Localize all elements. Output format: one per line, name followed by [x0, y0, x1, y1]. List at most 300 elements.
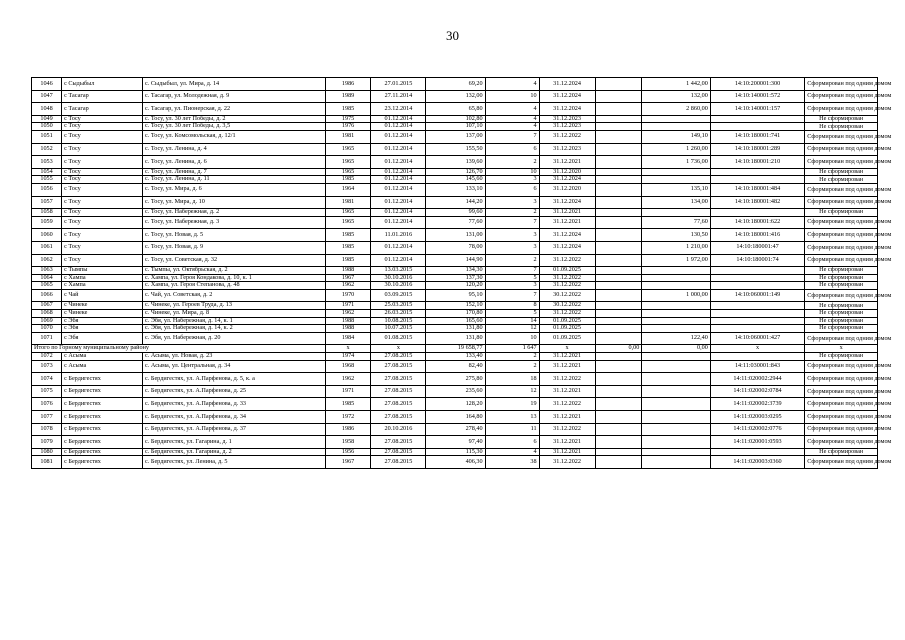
build-year-cell: 1985: [325, 176, 371, 184]
entry-date-cell: 01.12.2014: [371, 143, 426, 156]
settlement-cell: с Тосу: [62, 115, 143, 123]
residents-cell: 5: [485, 274, 539, 282]
residents-cell: 2: [485, 360, 539, 373]
entry-date-cell: 01.12.2014: [371, 156, 426, 169]
deadline-cell: 31.12.2024: [539, 103, 595, 116]
cadastral-number-cell: 14:10:180001:484: [710, 183, 804, 196]
total-land-area: 0,00: [642, 345, 711, 353]
total-status: x: [805, 345, 878, 353]
settlement-cell: с Тосу: [62, 130, 143, 143]
settlement-cell: с Асыма: [62, 360, 143, 373]
deadline-cell: 31.12.2020: [539, 183, 595, 196]
col-9-cell: [595, 423, 642, 436]
cadastral-number-cell: 14:10:060001:149: [710, 289, 804, 302]
table-row: [32, 448, 878, 456]
build-year-cell: 1984: [325, 332, 371, 345]
address-cell: с. Эбя, ул. Набережная, д. 14, к. 1: [143, 317, 326, 325]
land-status-cell: Не сформирован: [805, 325, 878, 333]
settlement-cell: с Тосу: [62, 183, 143, 196]
col-9-cell: [595, 143, 642, 156]
table-row: [32, 130, 878, 143]
cadastral-number-cell: [710, 302, 804, 310]
land-status-cell: Не сформирован: [805, 274, 878, 282]
land-status-cell: Сформирован под одним домом: [805, 241, 878, 254]
address-cell: с. Чай, ул. Советская, д. 2: [143, 289, 326, 302]
address-cell: с. Эбя, ул. Набережная, д. 14, к. 2: [143, 325, 326, 333]
build-year-cell: 1975: [325, 115, 371, 123]
land-status-cell: Сформирован под одним домом: [805, 436, 878, 449]
cadastral-number-cell: [710, 325, 804, 333]
land-status-cell: Не сформирован: [805, 267, 878, 275]
settlement-cell: с Бердигестях: [62, 385, 143, 398]
cadastral-number-cell: 14:10:180001:741: [710, 130, 804, 143]
address-cell: с. Тосу, ул. Ленина, д. 11: [143, 176, 326, 184]
deadline-cell: 31.12.2024: [539, 241, 595, 254]
cadastral-number-cell: 14:10:140001:157: [710, 103, 804, 116]
cadastral-number-cell: [710, 267, 804, 275]
deadline-cell: 31.12.2024: [539, 176, 595, 184]
table-row: [32, 254, 878, 267]
entry-date-cell: 30.10.2016: [371, 274, 426, 282]
build-year-cell: 1985: [325, 398, 371, 411]
build-year-cell: 1971: [325, 302, 371, 310]
settlement-cell: с Чай: [62, 289, 143, 302]
deadline-cell: 31.12.2021: [539, 209, 595, 217]
area-cell: 131,80: [426, 332, 485, 345]
land-area-cell: [642, 456, 711, 469]
area-cell: 132,00: [426, 90, 485, 103]
col-9-cell: [595, 156, 642, 169]
residents-cell: 3: [485, 241, 539, 254]
residents-cell: 7: [485, 216, 539, 229]
area-cell: 406,30: [426, 456, 485, 469]
land-status-cell: Сформирован под одним домом: [805, 398, 878, 411]
entry-date-cell: 27.08.2015: [371, 385, 426, 398]
land-area-cell: 1 210,00: [642, 241, 711, 254]
row-number-cell: 1076: [32, 398, 62, 411]
land-area-cell: 149,10: [642, 130, 711, 143]
row-number-cell: 1081: [32, 456, 62, 469]
area-cell: 235,60: [426, 385, 485, 398]
address-cell: с. Тосу, ул. Набережная, д. 3: [143, 216, 326, 229]
table-row: [32, 176, 878, 184]
row-number-cell: 1062: [32, 254, 62, 267]
entry-date-cell: 01.12.2014: [371, 183, 426, 196]
table-row: [32, 90, 878, 103]
address-cell: с. Тосу, ул. 30 лет Победы, д. 3,5: [143, 123, 326, 131]
address-cell: с. Эбя, ул. Набережная, д. 20: [143, 332, 326, 345]
address-cell: с. Чинеке, ул. Мира, д. 8: [143, 310, 326, 318]
area-cell: 128,20: [426, 398, 485, 411]
settlement-cell: с Тосу: [62, 123, 143, 131]
land-area-cell: [642, 168, 711, 176]
col-9-cell: [595, 216, 642, 229]
build-year-cell: 1967: [325, 274, 371, 282]
land-status-cell: Не сформирован: [805, 123, 878, 131]
table-row: [32, 143, 878, 156]
col-9-cell: [595, 168, 642, 176]
land-status-cell: Сформирован под одним домом: [805, 373, 878, 386]
residents-cell: 3: [485, 196, 539, 209]
address-cell: с. Тосу, ул. Комсомольская, д. 12/1: [143, 130, 326, 143]
settlement-cell: с Эбя: [62, 332, 143, 345]
land-status-cell: Сформирован под одним домом: [805, 130, 878, 143]
area-cell: 155,50: [426, 143, 485, 156]
residents-cell: 14: [485, 317, 539, 325]
area-cell: 97,40: [426, 436, 485, 449]
entry-date-cell: 01.12.2014: [371, 115, 426, 123]
area-cell: 134,30: [426, 267, 485, 275]
land-status-cell: Не сформирован: [805, 302, 878, 310]
area-cell: 144,20: [426, 196, 485, 209]
land-status-cell: Сформирован под одним домом: [805, 456, 878, 469]
row-number-cell: 1067: [32, 302, 62, 310]
residents-cell: 10: [485, 90, 539, 103]
table-row: [32, 436, 878, 449]
col-9-cell: [595, 274, 642, 282]
cadastral-number-cell: 14:11:020003:0295: [710, 411, 804, 424]
deadline-cell: 31.12.2021: [539, 436, 595, 449]
settlement-cell: с Бердигестях: [62, 456, 143, 469]
table-row: [32, 156, 878, 169]
land-status-cell: Сформирован под одним домом: [805, 156, 878, 169]
col-9-cell: [595, 436, 642, 449]
table-row: [32, 209, 878, 217]
settlement-cell: с Асыма: [62, 353, 143, 361]
residents-cell: 2: [485, 254, 539, 267]
area-cell: 102,80: [426, 115, 485, 123]
row-number-cell: 1073: [32, 360, 62, 373]
build-year-cell: 1974: [325, 353, 371, 361]
build-year-cell: 1962: [325, 282, 371, 290]
build-year-cell: 1965: [325, 156, 371, 169]
cadastral-number-cell: [710, 123, 804, 131]
address-cell: с. Тосу, ул. Ленина, д. 4: [143, 143, 326, 156]
land-status-cell: Сформирован под одним домом: [805, 183, 878, 196]
entry-date-cell: 01.12.2014: [371, 209, 426, 217]
address-cell: с. Тымпы, ул. Октябрьская, д. 2: [143, 267, 326, 275]
land-area-cell: 130,50: [642, 229, 711, 242]
deadline-cell: 31.12.2023: [539, 143, 595, 156]
land-status-cell: Сформирован под одним домом: [805, 411, 878, 424]
build-year-cell: 1970: [325, 289, 371, 302]
row-number-cell: 1079: [32, 436, 62, 449]
area-cell: 170,80: [426, 310, 485, 318]
build-year-cell: 1968: [325, 360, 371, 373]
deadline-cell: 31.12.2022: [539, 398, 595, 411]
land-area-cell: [642, 360, 711, 373]
total-year: x: [325, 345, 371, 353]
col-9-cell: [595, 385, 642, 398]
deadline-cell: 31.12.2021: [539, 360, 595, 373]
area-cell: 82,40: [426, 360, 485, 373]
table-row: [32, 456, 878, 469]
address-cell: с. Тосу, ул. Советская, д. 32: [143, 254, 326, 267]
residents-cell: 10: [485, 332, 539, 345]
land-status-cell: Не сформирован: [805, 310, 878, 318]
land-area-cell: [642, 274, 711, 282]
deadline-cell: 31.12.2022: [539, 274, 595, 282]
land-area-cell: 1 000,00: [642, 289, 711, 302]
build-year-cell: 1965: [325, 168, 371, 176]
col-9-cell: [595, 302, 642, 310]
row-number-cell: 1050: [32, 123, 62, 131]
build-year-cell: 1962: [325, 373, 371, 386]
deadline-cell: 31.12.2021: [539, 216, 595, 229]
entry-date-cell: 01.12.2014: [371, 123, 426, 131]
col-9-cell: [595, 241, 642, 254]
land-status-cell: Сформирован под одним домом: [805, 103, 878, 116]
entry-date-cell: 27.11.2014: [371, 90, 426, 103]
cadastral-number-cell: 14:10:200001:300: [710, 78, 804, 91]
entry-date-cell: 27.08.2015: [371, 398, 426, 411]
area-cell: 99,60: [426, 209, 485, 217]
cadastral-number-cell: 14:11:030001:843: [710, 360, 804, 373]
row-number-cell: 1057: [32, 196, 62, 209]
residents-cell: 38: [485, 456, 539, 469]
residents-cell: 6: [485, 436, 539, 449]
entry-date-cell: 01.12.2014: [371, 241, 426, 254]
settlement-cell: с Эбя: [62, 317, 143, 325]
entry-date-cell: 10.07.2015: [371, 325, 426, 333]
col-9-cell: [595, 289, 642, 302]
address-cell: с. Тосу, ул. Новая, д. 9: [143, 241, 326, 254]
cadastral-number-cell: [710, 317, 804, 325]
deadline-cell: 31.12.2024: [539, 229, 595, 242]
entry-date-cell: 27.08.2015: [371, 448, 426, 456]
cadastral-number-cell: 14:11:020002:2944: [710, 373, 804, 386]
land-area-cell: [642, 411, 711, 424]
area-cell: 78,00: [426, 241, 485, 254]
cadastral-number-cell: [710, 353, 804, 361]
row-number-cell: 1066: [32, 289, 62, 302]
row-number-cell: 1061: [32, 241, 62, 254]
build-year-cell: 1967: [325, 456, 371, 469]
deadline-cell: 31.12.2023: [539, 115, 595, 123]
build-year-cell: 1965: [325, 209, 371, 217]
row-number-cell: 1071: [32, 332, 62, 345]
land-area-cell: [642, 123, 711, 131]
table-row: [32, 78, 878, 91]
cadastral-number-cell: [710, 209, 804, 217]
address-cell: с. Тосу, ул. Набережная, д. 2: [143, 209, 326, 217]
deadline-cell: 01.09.2025: [539, 325, 595, 333]
col-9-cell: [595, 90, 642, 103]
deadline-cell: 31.12.2022: [539, 456, 595, 469]
table-row: [32, 282, 878, 290]
area-cell: 95,10: [426, 289, 485, 302]
build-year-cell: 1985: [325, 254, 371, 267]
build-year-cell: 1958: [325, 436, 371, 449]
land-status-cell: Сформирован под одним домом: [805, 360, 878, 373]
settlement-cell: с Тымпы: [62, 267, 143, 275]
settlement-cell: с Сыдыбыл: [62, 78, 143, 91]
entry-date-cell: 11.01.2016: [371, 229, 426, 242]
address-cell: с. Тосу, ул. Новая, д. 5: [143, 229, 326, 242]
address-cell: с. Бердигестях, ул. А.Парфенова, д. 25: [143, 385, 326, 398]
residents-cell: 4: [485, 123, 539, 131]
land-area-cell: 122,40: [642, 332, 711, 345]
land-area-cell: [642, 398, 711, 411]
land-area-cell: 1 442,00: [642, 78, 711, 91]
row-number-cell: 1072: [32, 353, 62, 361]
residents-cell: 6: [485, 183, 539, 196]
residents-cell: 4: [485, 103, 539, 116]
deadline-cell: 30.12.2022: [539, 289, 595, 302]
address-cell: с. Бердигестях, ул. А.Парфенова, д. 34: [143, 411, 326, 424]
address-cell: с. Хампа, ул. Героя Кондакова, д. 10, к. 1: [143, 274, 326, 282]
row-number-cell: 1047: [32, 90, 62, 103]
area-cell: 278,40: [426, 423, 485, 436]
land-area-cell: [642, 353, 711, 361]
cadastral-number-cell: 14:10:140001:572: [710, 90, 804, 103]
row-number-cell: 1048: [32, 103, 62, 116]
col-9-cell: [595, 317, 642, 325]
row-number-cell: 1054: [32, 168, 62, 176]
land-status-cell: Не сформирован: [805, 448, 878, 456]
land-status-cell: Не сформирован: [805, 115, 878, 123]
row-number-cell: 1074: [32, 373, 62, 386]
address-cell: с. Тосу, ул. Мира, д. 10: [143, 196, 326, 209]
entry-date-cell: 10.08.2015: [371, 317, 426, 325]
residents-cell: 7: [485, 267, 539, 275]
settlement-cell: с Чинеке: [62, 310, 143, 318]
area-cell: 133,10: [426, 183, 485, 196]
row-number-cell: 1064: [32, 274, 62, 282]
col-9-cell: [595, 183, 642, 196]
build-year-cell: 1988: [325, 267, 371, 275]
land-status-cell: Не сформирован: [805, 317, 878, 325]
build-year-cell: 1986: [325, 423, 371, 436]
address-cell: с. Тосу, ул. 30 лет Победы, д. 2: [143, 115, 326, 123]
land-status-cell: Сформирован под одним домом: [805, 423, 878, 436]
area-cell: 120,20: [426, 282, 485, 290]
area-cell: 165,60: [426, 317, 485, 325]
address-cell: с. Бердигестях, ул. Гагарина, д. 1: [143, 436, 326, 449]
residents-cell: 3: [485, 282, 539, 290]
area-cell: 144,90: [426, 254, 485, 267]
deadline-cell: 31.12.2024: [539, 90, 595, 103]
residents-cell: 11: [485, 423, 539, 436]
col-9-cell: [595, 176, 642, 184]
address-cell: с. Тосу, ул. Мира, д. 6: [143, 183, 326, 196]
land-area-cell: 77,60: [642, 216, 711, 229]
row-number-cell: 1056: [32, 183, 62, 196]
row-number-cell: 1077: [32, 411, 62, 424]
col-9-cell: [595, 332, 642, 345]
cadastral-number-cell: 14:10:060001:427: [710, 332, 804, 345]
col-9-cell: [595, 310, 642, 318]
build-year-cell: 1972: [325, 411, 371, 424]
settlement-cell: с Чинеке: [62, 302, 143, 310]
build-year-cell: 1985: [325, 229, 371, 242]
entry-date-cell: 03.09.2015: [371, 289, 426, 302]
col-9-cell: [595, 123, 642, 131]
col-9-cell: [595, 103, 642, 116]
residents-cell: 4: [485, 448, 539, 456]
cadastral-number-cell: 14:11:020001:0593: [710, 436, 804, 449]
deadline-cell: 01.09.2025: [539, 267, 595, 275]
col-9-cell: [595, 229, 642, 242]
residents-cell: 6: [485, 143, 539, 156]
settlement-cell: с Тосу: [62, 196, 143, 209]
cadastral-number-cell: 14:10:180001:289: [710, 143, 804, 156]
settlement-cell: с Бердигестях: [62, 411, 143, 424]
build-year-cell: 1985: [325, 241, 371, 254]
col-9-cell: [595, 398, 642, 411]
build-year-cell: 1981: [325, 196, 371, 209]
cadastral-number-cell: [710, 282, 804, 290]
settlement-cell: с Тосу: [62, 176, 143, 184]
table-row: [32, 325, 878, 333]
row-number-cell: 1063: [32, 267, 62, 275]
total-area: 19 658,77: [426, 345, 485, 353]
deadline-cell: 31.12.2021: [539, 411, 595, 424]
land-area-cell: [642, 282, 711, 290]
col-9-cell: [595, 78, 642, 91]
deadline-cell: 30.12.2022: [539, 302, 595, 310]
land-area-cell: [642, 115, 711, 123]
row-number-cell: 1070: [32, 325, 62, 333]
address-cell: с. Тосу, ул. Ленина, д. 6: [143, 156, 326, 169]
row-number-cell: 1052: [32, 143, 62, 156]
build-year-cell: 1988: [325, 325, 371, 333]
residents-cell: 5: [485, 310, 539, 318]
row-number-cell: 1053: [32, 156, 62, 169]
settlement-cell: с Тосу: [62, 143, 143, 156]
entry-date-cell: 01.12.2014: [371, 176, 426, 184]
deadline-cell: 31.12.2022: [539, 130, 595, 143]
settlement-cell: с Тасагар: [62, 90, 143, 103]
area-cell: 137,00: [426, 130, 485, 143]
total-deadline: x: [539, 345, 595, 353]
residents-cell: 2: [485, 156, 539, 169]
area-cell: 152,10: [426, 302, 485, 310]
settlement-cell: с Тосу: [62, 229, 143, 242]
build-year-cell: 1965: [325, 216, 371, 229]
address-cell: с. Сыдыбыл, ул. Мира, д. 14: [143, 78, 326, 91]
settlement-cell: с Тосу: [62, 254, 143, 267]
cadastral-number-cell: 14:11:020002:0776: [710, 423, 804, 436]
area-cell: 69,20: [426, 78, 485, 91]
entry-date-cell: 27.08.2015: [371, 353, 426, 361]
residents-cell: 8: [485, 302, 539, 310]
area-cell: 131,00: [426, 229, 485, 242]
table-row: [32, 103, 878, 116]
entry-date-cell: 27.08.2015: [371, 373, 426, 386]
address-cell: с. Тасагар, ул. Пионерская, д. 22: [143, 103, 326, 116]
col-9-cell: [595, 360, 642, 373]
total-col-9: 0,00: [595, 345, 642, 353]
land-area-cell: 1 260,00: [642, 143, 711, 156]
col-9-cell: [595, 196, 642, 209]
col-9-cell: [595, 373, 642, 386]
col-9-cell: [595, 448, 642, 456]
entry-date-cell: 01.12.2014: [371, 168, 426, 176]
deadline-cell: 31.12.2021: [539, 156, 595, 169]
land-area-cell: [642, 310, 711, 318]
col-9-cell: [595, 115, 642, 123]
residents-cell: 4: [485, 115, 539, 123]
entry-date-cell: 01.08.2015: [371, 332, 426, 345]
build-year-cell: 1965: [325, 143, 371, 156]
row-number-cell: 1075: [32, 385, 62, 398]
entry-date-cell: 27.08.2015: [371, 456, 426, 469]
deadline-cell: 31.12.2021: [539, 385, 595, 398]
residents-cell: 3: [485, 229, 539, 242]
residents-cell: 3: [485, 176, 539, 184]
area-cell: 145,60: [426, 176, 485, 184]
